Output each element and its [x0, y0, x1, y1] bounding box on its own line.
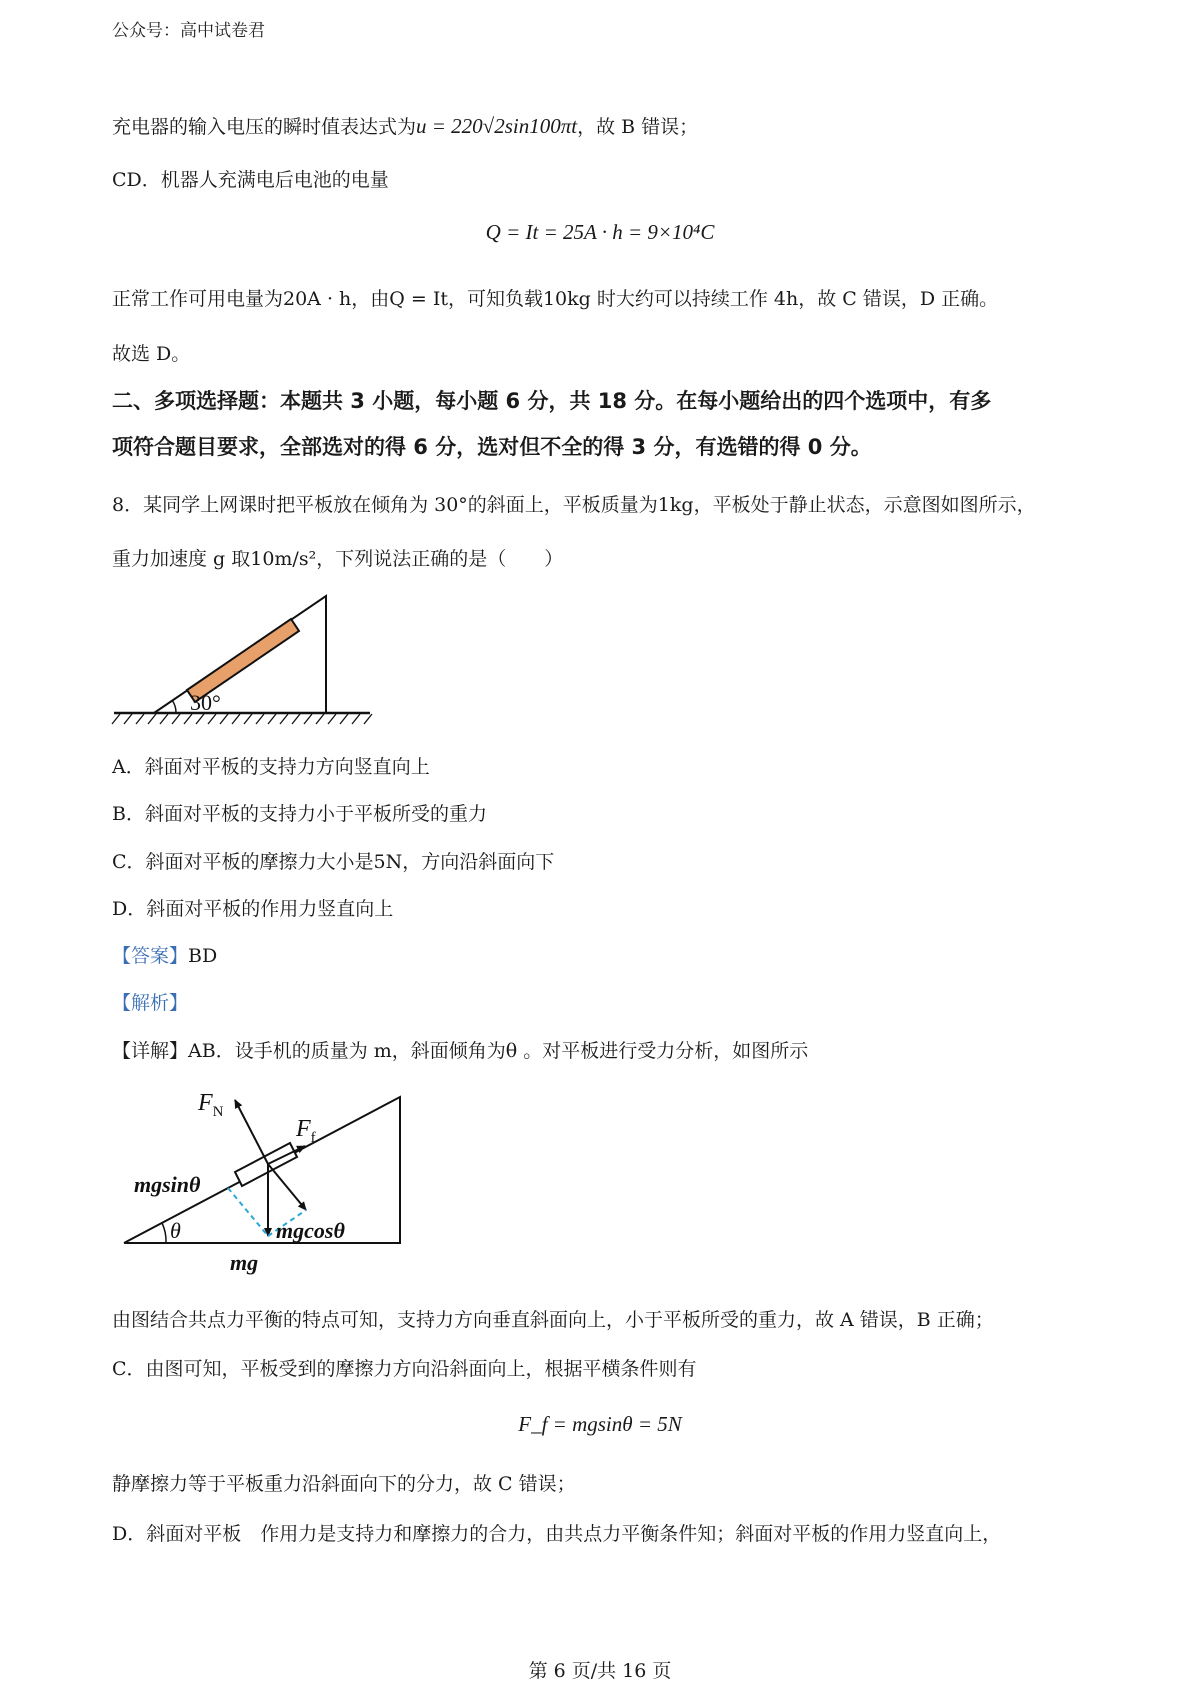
- mgsin-label: mgsinθ: [134, 1172, 201, 1197]
- ff-subscript: f: [310, 1130, 316, 1146]
- dashed-line-1: [228, 1188, 268, 1236]
- section-heading-line2: 项符合题目要求，全部选对的得 6 分，选对但不全的得 3 分，有选错的得 0 分。: [112, 435, 872, 459]
- question-8-line2: 重力加速度 g 取10m/s²，下列说法正确的是（ ）: [112, 548, 564, 570]
- charge-formula: Q = It = 25A · h = 9×10⁴C: [485, 220, 715, 244]
- voltage-suffix: ，故 B 错误；: [577, 116, 699, 138]
- paragraph-c-analysis: C．由图可知，平板受到的摩擦力方向沿斜面向上，根据平横条件则有: [112, 1358, 697, 1380]
- paragraph-voltage: [112, 112, 698, 141]
- ground-hatch: [112, 714, 372, 724]
- detail-line: [112, 1037, 808, 1065]
- theta-arc: [162, 1223, 166, 1243]
- angle-label: 30°: [190, 690, 221, 715]
- paragraph-choose-d: 故选 D。: [112, 343, 191, 365]
- friction-formula: F_f = mgsinθ = 5N: [518, 1412, 682, 1436]
- ff-label: [295, 1116, 316, 1146]
- board-box: [235, 1143, 297, 1186]
- force-diagram: [110, 1080, 410, 1280]
- detail-tag: 【详解】: [112, 1040, 189, 1062]
- page-footer: 第 6 页/共 16 页: [528, 1660, 672, 1682]
- analysis-tag: 【解析】: [112, 992, 189, 1014]
- option-b: B．斜面对平板的支持力小于平板所受的重力: [112, 803, 487, 825]
- voltage-text: 充电器的输入电压的瞬时值表达式为: [112, 116, 417, 138]
- question-8-line1: 8．某同学上网课时把平板放在倾角为 30°的斜面上，平板质量为1kg，平板处于静止状态，示意图如图所示，: [112, 494, 1036, 516]
- option-d: D．斜面对平板的作用力竖直向上: [112, 898, 394, 920]
- answer-tag: 【答案】: [112, 945, 189, 967]
- section-heading-line1: 二、多项选择题：本题共 3 小题，每小题 6 分，共 18 分。在每小题给出的四个选项中，有多: [112, 389, 992, 413]
- paragraph-d-analysis: D．斜面对平板 作用力是支持力和摩擦力的合力，由共点力平衡条件知；斜面对平板的作用力竖直向上，: [112, 1523, 1002, 1545]
- paragraph-cd: CD．机器人充满电后电池的电量: [112, 169, 389, 191]
- paragraph-c-conclusion: 静摩擦力等于平板重力沿斜面向下的分力，故 C 错误；: [112, 1473, 576, 1495]
- fn-symbol: F: [198, 1090, 213, 1116]
- paragraph-usable-charge: 正常工作可用电量为20A · h，由Q = It，可知负载10kg 时大约可以持续工作 4h，故 C 错误，D 正确。: [112, 288, 999, 310]
- mgcos-label: mgcosθ: [276, 1218, 345, 1243]
- theta-label: θ: [170, 1218, 181, 1243]
- fn-label: [197, 1090, 224, 1120]
- angle-arc: [172, 700, 176, 713]
- option-a: A．斜面对平板的支持力方向竖直向上: [112, 756, 430, 778]
- mg-label: mg: [230, 1250, 259, 1275]
- ff-symbol: F: [296, 1116, 311, 1142]
- normal-force-arrow: [235, 1100, 268, 1164]
- incline-figure: [110, 590, 380, 730]
- option-c: C．斜面对平板的摩擦力大小是5N，方向沿斜面向下: [112, 851, 555, 873]
- mgcos-arrow: [268, 1164, 306, 1210]
- paragraph-conclusion-ab: 由图结合共点力平衡的特点可知，支持力方向垂直斜面向上，小于平板所受的重力，故 A 错误，B 正确；: [112, 1309, 994, 1331]
- answer-value: BD: [188, 945, 218, 967]
- fn-subscript: N: [212, 1104, 224, 1120]
- answer-line: [112, 942, 217, 970]
- detail-text: AB．设手机的质量为 m，斜面倾角为θ 。对平板进行受力分析，如图所示: [188, 1040, 809, 1062]
- header-label: 公众号：高中试卷君: [112, 21, 265, 41]
- voltage-formula: u = 220√2sin100πt: [416, 114, 578, 138]
